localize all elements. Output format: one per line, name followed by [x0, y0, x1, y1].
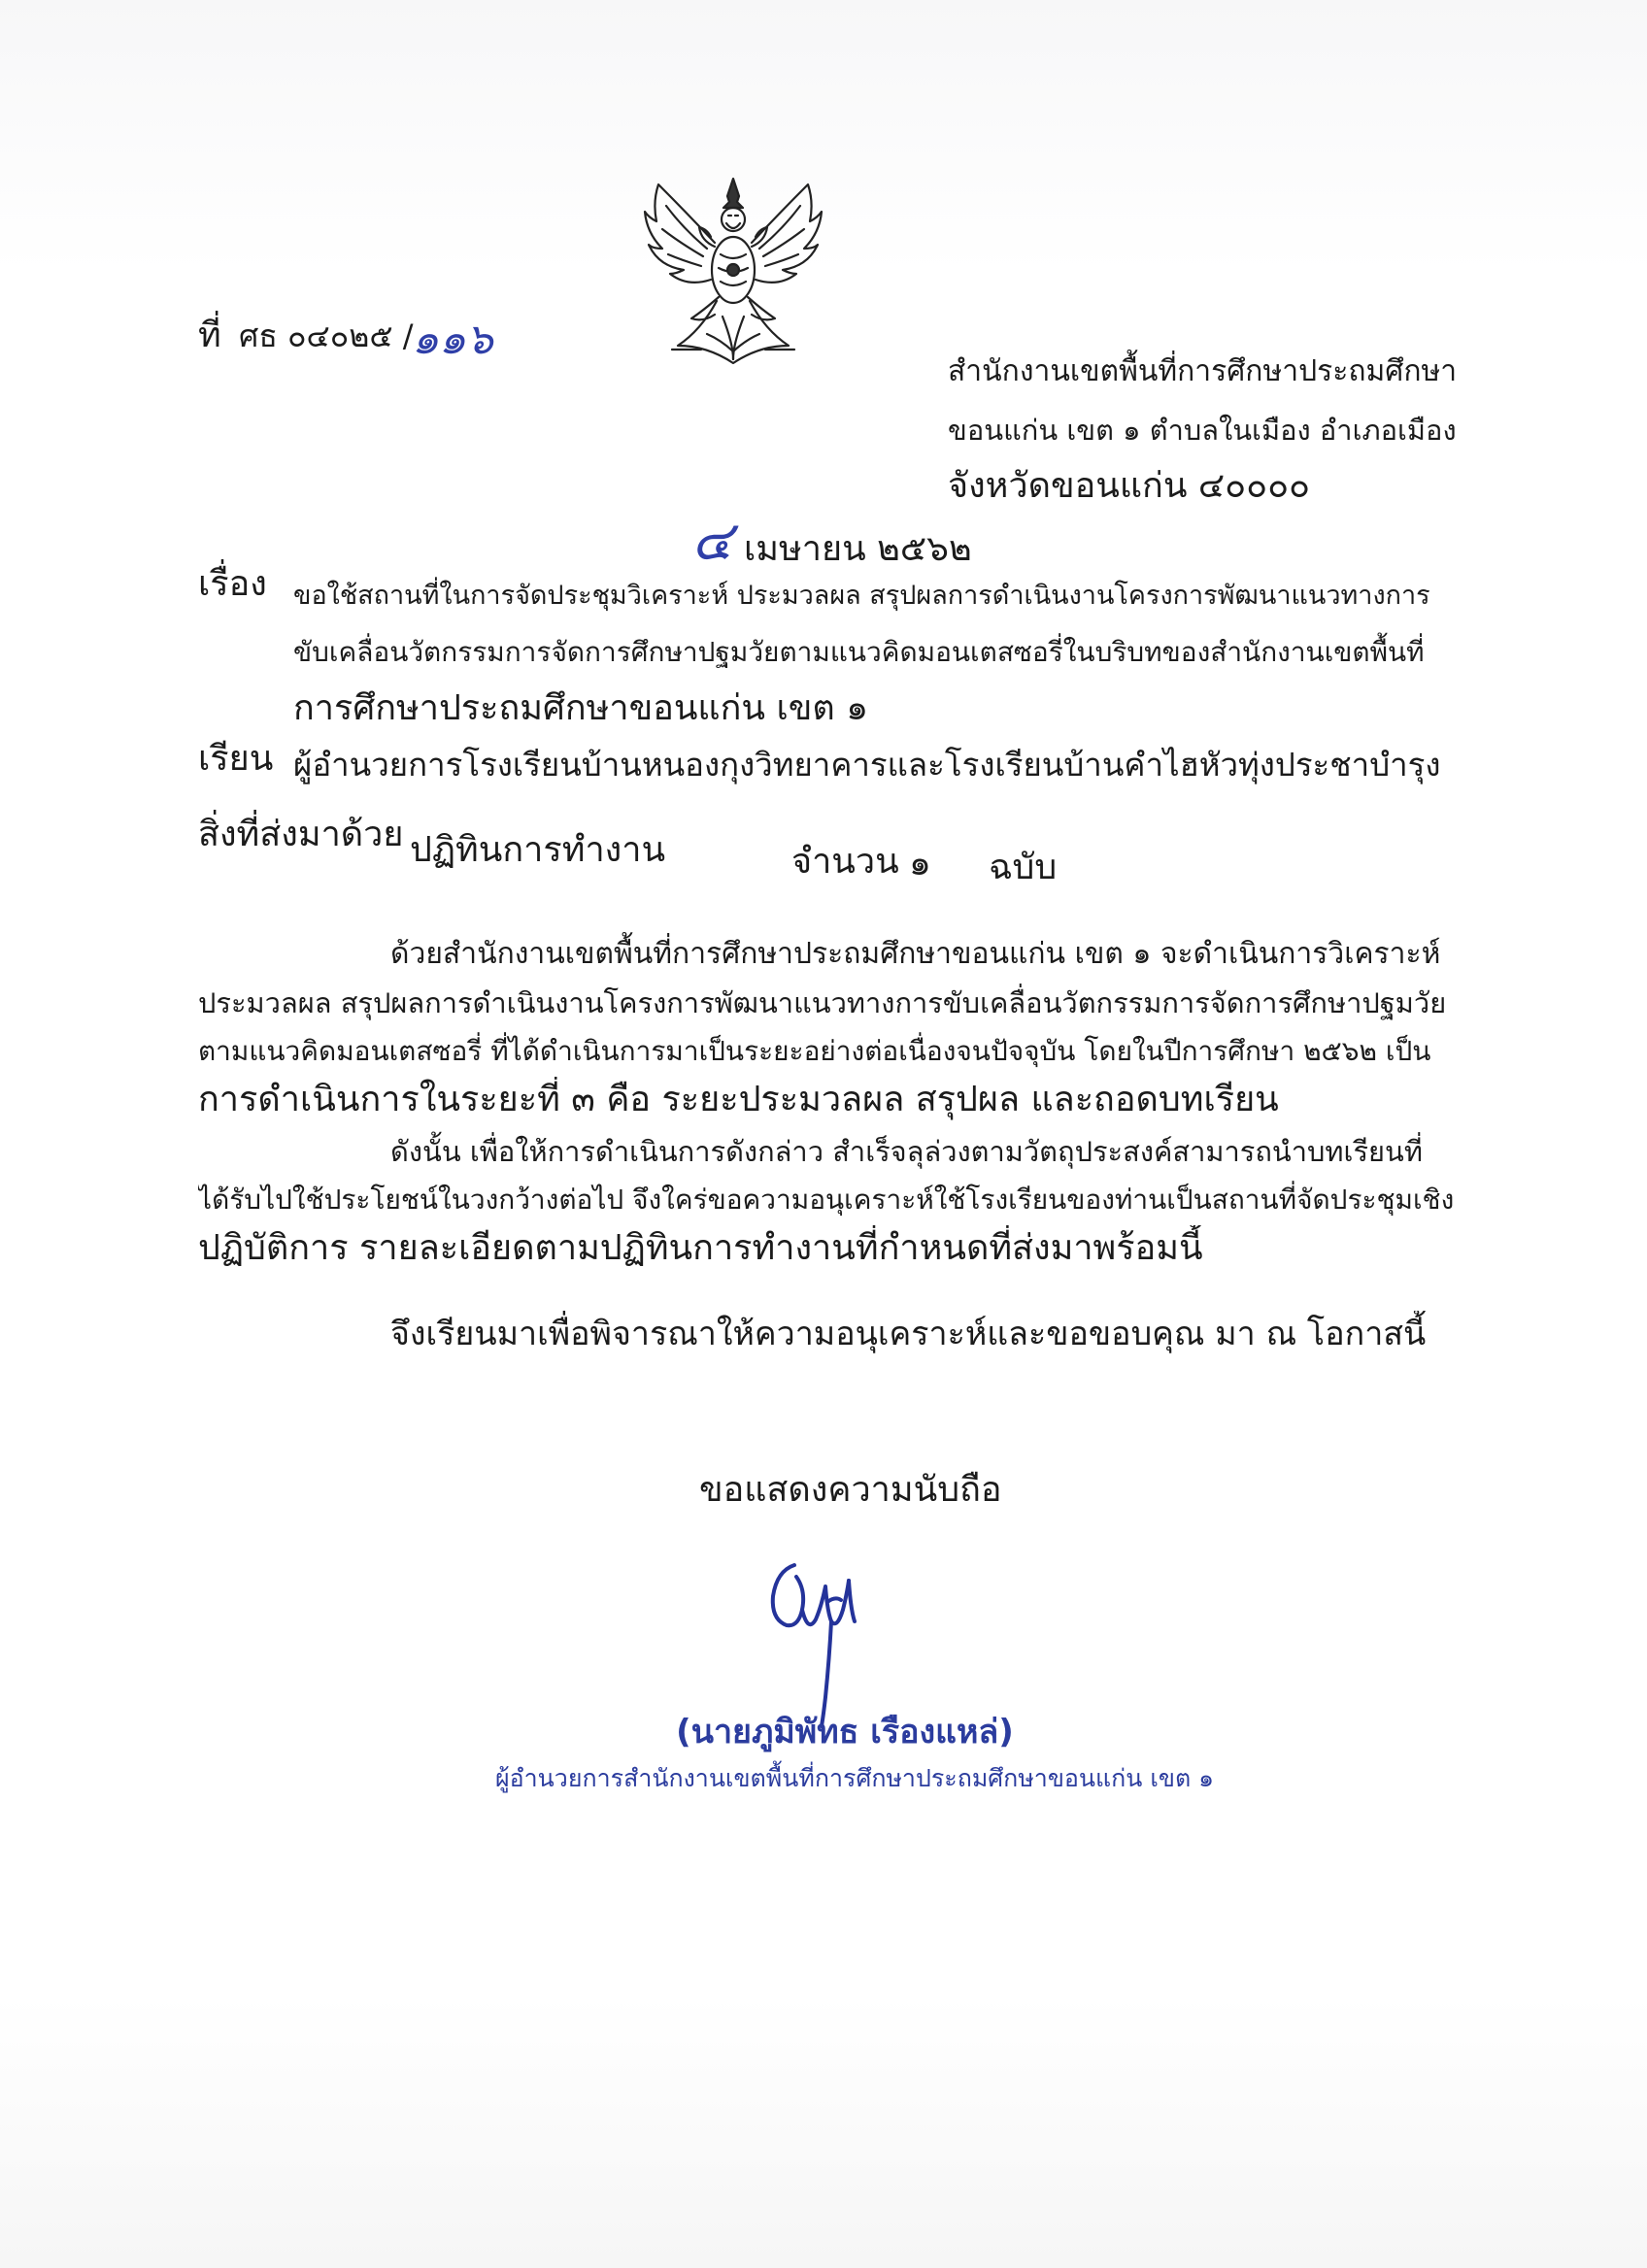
addressee-text: ผู้อำนวยการโรงเรียนบ้านหนองกุงวิทยาคารและโรงเรียนบ้านคำไฮหัวทุ่งประชาบำรุง — [293, 746, 1441, 784]
body-paragraph-2-line-2: ได้รับไปใช้ประโยชน์ในวงกว้างต่อไป จึงใคร่ขอความอนุเคราะห์ใช้โรงเรียนของท่านเป็นสถานที่จัดประชุมเชิง — [198, 1184, 1455, 1216]
body-paragraph-1-line-4: การดำเนินการในระยะที่ ๓ คือ ระยะประมวลผล สรุปผล และถอดบทเรียน — [198, 1080, 1279, 1119]
office-address-line-1: สำนักงานเขตพื้นที่การศึกษาประถมศึกษา — [948, 354, 1457, 388]
body-paragraph-1-line-1: ด้วยสำนักงานเขตพื้นที่การศึกษาประถมศึกษาขอนแก่น เขต ๑ จะดำเนินการวิเคราะห์ — [390, 937, 1441, 971]
handwritten-signature — [748, 1551, 893, 1732]
body-paragraph-2-line-3: ปฏิบัติการ รายละเอียดตามปฏิทินการทำงานที่กำหนดที่ส่งมาพร้อมนี้ — [198, 1228, 1203, 1268]
body-paragraph-1-line-2: ประมวลผล สรุปผลการดำเนินงานโครงการพัฒนาแนวทางการขับเคลื่อนวัตกรรมการจัดการศึกษาปฐมวัย — [198, 986, 1447, 1019]
signer-name: (นายภูมิพัทธ เรืองแหล่) — [676, 1713, 1014, 1751]
reference-number: ศธ ๐๔๐๒๕ / — [239, 317, 414, 354]
closing-phrase: ขอแสดงความนับถือ — [699, 1470, 1002, 1510]
subject-label: เรื่อง — [198, 564, 267, 604]
office-address-line-3: จังหวัดขอนแก่น ๔๐๐๐๐ — [948, 466, 1311, 506]
subject-line-1: ขอใช้สถานที่ในการจัดประชุมวิเคราะห์ ประมวลผล สรุปผลการดำเนินงานโครงการพัฒนาแนวทางการ — [293, 581, 1430, 611]
subject-line-3: การศึกษาประถมศึกษาขอนแก่น เขต ๑ — [293, 688, 869, 728]
enclosure-label: สิ่งที่ส่งมาด้วย — [198, 815, 404, 854]
body-paragraph-2-line-1: ดังนั้น เพื่อให้การดำเนินการดังกล่าว สำเร็จลุล่วงตามวัตถุประสงค์สามารถนำบทเรียนที่ — [390, 1135, 1423, 1168]
signer-position: ผู้อำนวยการสำนักงานเขตพื้นที่การศึกษาประถมศึกษาขอนแก่น เขต ๑ — [494, 1764, 1214, 1792]
office-address-line-2: ขอนแก่น เขต ๑ ตำบลในเมือง อำเภอเมือง — [948, 414, 1457, 447]
body-paragraph-1-line-3: ตามแนวคิดมอนเตสซอรี่ ที่ได้ดำเนินการมาเป็นระยะอย่างต่อเนื่องจนปัจจุบัน โดยในปีการศึกษา ๒๕๖๒ เป็น — [198, 1035, 1431, 1067]
handwritten-reference-number: ๑๑๖ — [412, 315, 493, 364]
enclosure-unit: ฉบับ — [989, 848, 1058, 887]
date-month-year: เมษายน ๒๕๖๒ — [744, 529, 972, 569]
body-paragraph-3-line-1: จึงเรียนมาเพื่อพิจารณาให้ความอนุเคราะห์และขอขอบคุณ มา ณ โอกาสนี้ — [390, 1315, 1427, 1353]
enclosure-quantity-label: จำนวน — [791, 842, 899, 882]
garuda-emblem-icon — [639, 173, 827, 373]
handwritten-date-day: ๔ — [691, 510, 733, 573]
addressee-label: เรียน — [198, 739, 274, 779]
subject-line-2: ขับเคลื่อนวัตกรรมการจัดการศึกษาปฐมวัยตามแนวคิดมอนเตสซอรี่ในบริบทของสำนักงานเขตพื้นที่ — [293, 636, 1425, 668]
reference-label: ที่ — [198, 316, 221, 355]
enclosure-item: ปฏิทินการทำงาน — [410, 830, 666, 870]
enclosure-quantity: ๑ — [909, 844, 931, 884]
